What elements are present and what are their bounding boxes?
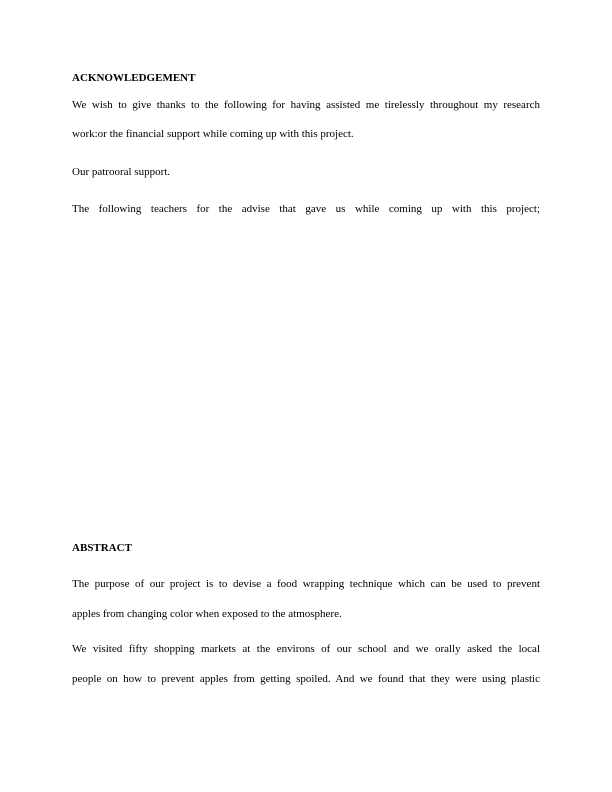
acknowledgement-line-2: work:or the financial support while coming up with this project. — [72, 128, 354, 140]
acknowledgement-line-4: The following teachers for the advise that gave us while coming up with this project; — [72, 203, 540, 215]
abstract-heading: ABSTRACT — [72, 542, 132, 554]
abstract-line-2: apples from changing color when exposed to the atmosphere. — [72, 608, 342, 620]
abstract-line-4: people on how to prevent apples from getting spoiled. And we found that they were using plastic — [72, 673, 540, 685]
abstract-line-3: We visited fifty shopping markets at the environs of our school and we orally asked the local — [72, 643, 540, 655]
acknowledgement-line-1: We wish to give thanks to the following for having assisted me tirelessly throughout my research — [72, 99, 540, 111]
acknowledgement-heading: ACKNOWLEDGEMENT — [72, 72, 196, 84]
abstract-line-1: The purpose of our project is to devise a food wrapping technique which can be used to prevent — [72, 578, 540, 590]
acknowledgement-line-3: Our patrooral support. — [72, 166, 171, 178]
